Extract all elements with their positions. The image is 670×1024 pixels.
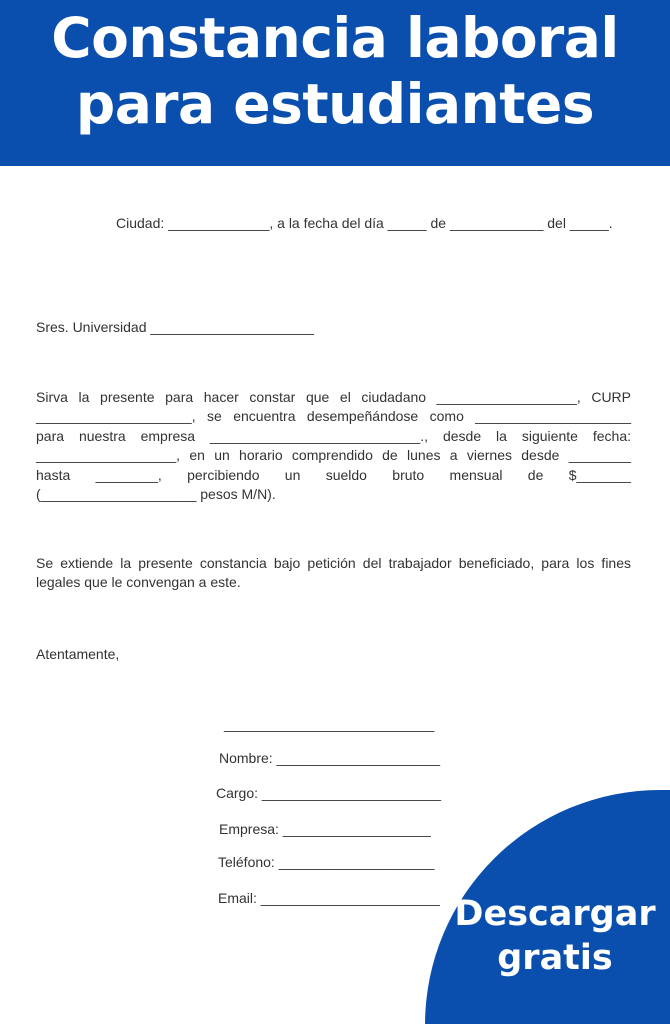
paragraph-line: para nuestra empresa ___________________________., desde la siguiente fecha:: [36, 428, 631, 444]
field-nombre: Nombre: _____________________: [219, 750, 441, 766]
download-button[interactable]: [440, 892, 670, 980]
closing: Atentamente,: [36, 646, 120, 662]
field-telefono: Teléfono: ____________________: [218, 854, 435, 870]
paragraph-line: legales que le convengan a este.: [36, 574, 241, 590]
addressee: Sres. Universidad _____________________: [36, 319, 314, 335]
field-email: Email: _______________________: [218, 890, 440, 906]
field-cargo: Cargo: _______________________: [216, 785, 441, 801]
paragraph-line: Sirva la presente para hacer constar que el ciudadano __________________, CURP: [36, 389, 631, 405]
title-line-1: Constancia laboral: [51, 6, 619, 70]
header-banner: [0, 0, 670, 166]
paragraph-line: __________________, en un horario comprendido de lunes a viernes desde ________: [36, 447, 631, 463]
signature-line: ___________________________: [224, 716, 435, 732]
download-label-1: Descargar: [454, 894, 656, 934]
paragraph-line: Se extiende la presente constancia bajo petición del trabajador beneficiado, para los fines: [36, 555, 631, 571]
download-label-2: gratis: [497, 938, 613, 978]
paragraph-line: hasta ________, percibiendo un sueldo bruto mensual de $_______: [36, 467, 631, 483]
title-line-2: para estudiantes: [75, 72, 595, 136]
paragraph-line: (____________________ pesos M/N).: [36, 486, 276, 502]
field-empresa: Empresa: ___________________: [219, 821, 431, 837]
paragraph-line: ____________________, se encuentra desempeñándose como ____________________: [36, 408, 631, 424]
date-line: Ciudad: _____________, a la fecha del día _____ de ____________ del _____.: [116, 215, 613, 231]
